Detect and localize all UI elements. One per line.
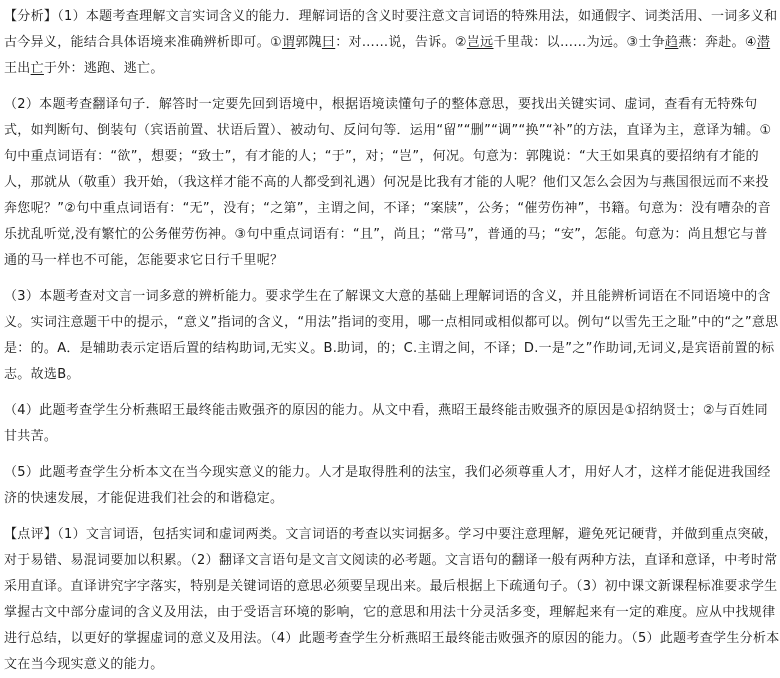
analysis-1-mid1: 郭隗 (295, 35, 322, 50)
analysis-1-mid4: 燕：奔赴。④ (678, 35, 757, 50)
paragraph-gap (4, 82, 780, 92)
analysis-paragraph-1 (4, 4, 780, 82)
analysis-paragraph-5: （5）此题考查学生分析本文在当今现实意义的能力。人才是取得胜利的法宝，我们必须尊重人才，用好人才，这样才能促进我国经济的快速发展，才能促进我们社会的和谐稳定。 (4, 465, 771, 506)
analysis-paragraph-4: （4）此题考查学生分析燕昭王最终能击败强齐的原因的能力。从文中看，燕昭王最终能击败强齐的原因是①招纳贤士；②与百姓同甘共苦。 (4, 403, 768, 444)
paragraph-gap (4, 450, 780, 460)
key-word-qu: 趋 (665, 35, 679, 50)
paragraph-gap (4, 274, 780, 284)
analysis-1-mid5: 王出 (4, 61, 31, 76)
analysis-1-mid3: 千里哉：以……为远。③士争 (493, 35, 666, 50)
analysis-paragraph-2: （2）本题考查翻译句子．解答时一定要先回到语境中，根据语境读懂句子的整体意思，要找出关键实词、虚词，查看有无特殊句式，如判断句、倒装句（宾语前置、状语后置）、被动句、反问句等．运用“留”“删”“调”“换”“补”的方法，直译为主，意译为辅。①句中重点词语有：“欲”，想要；“致士”，有才能的人；“于”，对；“岂”，何况。句意为：郭隗说：“大王如果真的要招纳有才能的人，那就从（敬重）我开始，（我这样才能不高的人都受到礼遇）何况是比我有才能的人呢？他们又怎么会因为与燕国很远而不来投奔您呢？”②句中重点词语有：“无”，没有；“之第”，主谓之间，不译；“案牍”，公务；“催劳伤神”，书籍。句意为：没有嘈杂的音乐扰乱听觉,没有繁忙的公务催劳伤神。③句中重点词语有：“且”，尚且；“常马”，普通的马；“安”，怎能。句意为：尚且想它与普通的马一样也不可能，怎能要求它日行千里呢？ (4, 97, 772, 268)
paragraph-gap (4, 512, 780, 522)
key-word-yue: 曰 (321, 35, 336, 50)
key-word-qiyuan: 岂远 (466, 35, 494, 50)
key-word-qian: 潜 (756, 35, 771, 50)
analysis-1-mid2: ：对……说，告诉。② (335, 35, 467, 50)
paragraph-gap (4, 388, 780, 398)
key-word-wei: 谓 (281, 35, 296, 50)
analysis-1-prefix: 【分析】（1）本题考查理解文言实词含义的能力．理解词语的含义时要注意文言词语的特殊用法，如通假字、词类活用、一词多义和古今异义，能结合具体语境来准确辨析即可。① (4, 9, 778, 50)
key-word-wang: 亡 (30, 61, 44, 76)
comment-paragraph: 【点评】（1）文言词语，包括实词和虚词两类。文言词语的考查以实词据多。学习中要注意理解，避免死记硬背，并做到重点突破，对于易错、易混词要加以积累。（2）翻译文言语句是文言文阅读的必考题。文言语句的翻译一般有两种方法，直译和意译，中考时常采用直译。直译讲究字字落实，特别是关键词语的意思必须要呈现出来。最后根据上下疏通句子。（3）初中课文新课程标准要求学生掌握古文中部分虚词的含义及用法，由于受语言环境的影响，它的意思和用法十分灵活多变，理解起来有一定的难度。应从中找规律进行总结，以更好的掌握虚词的意义及用法。（4）此题考查学生分析燕昭王最终能击败强齐的原因的能力。（5）此题考查学生分析本文在当今现实意义的能力。 (4, 527, 780, 672)
analysis-1-tail: 于外：逃跑、逃亡。 (43, 61, 164, 76)
analysis-paragraph-3: （3）本题考查对文言一词多意的辨析能力。要求学生在了解课文大意的基础上理解词语的含义，并且能辨析词语在不同语境中的含义。实词注意题干中的提示，“意义”指词的含义，“用法”指词的变用，哪一点相同或相似都可以。例句“以雪先王之耻”中的“之”意思是：的。A．是辅助表示定语后置的结构助词,无实义。B.助词，的；C.主谓之间，不译；D.一是”之”作助词,无词义,是宾语前置的标志。故选B。 (4, 289, 779, 382)
